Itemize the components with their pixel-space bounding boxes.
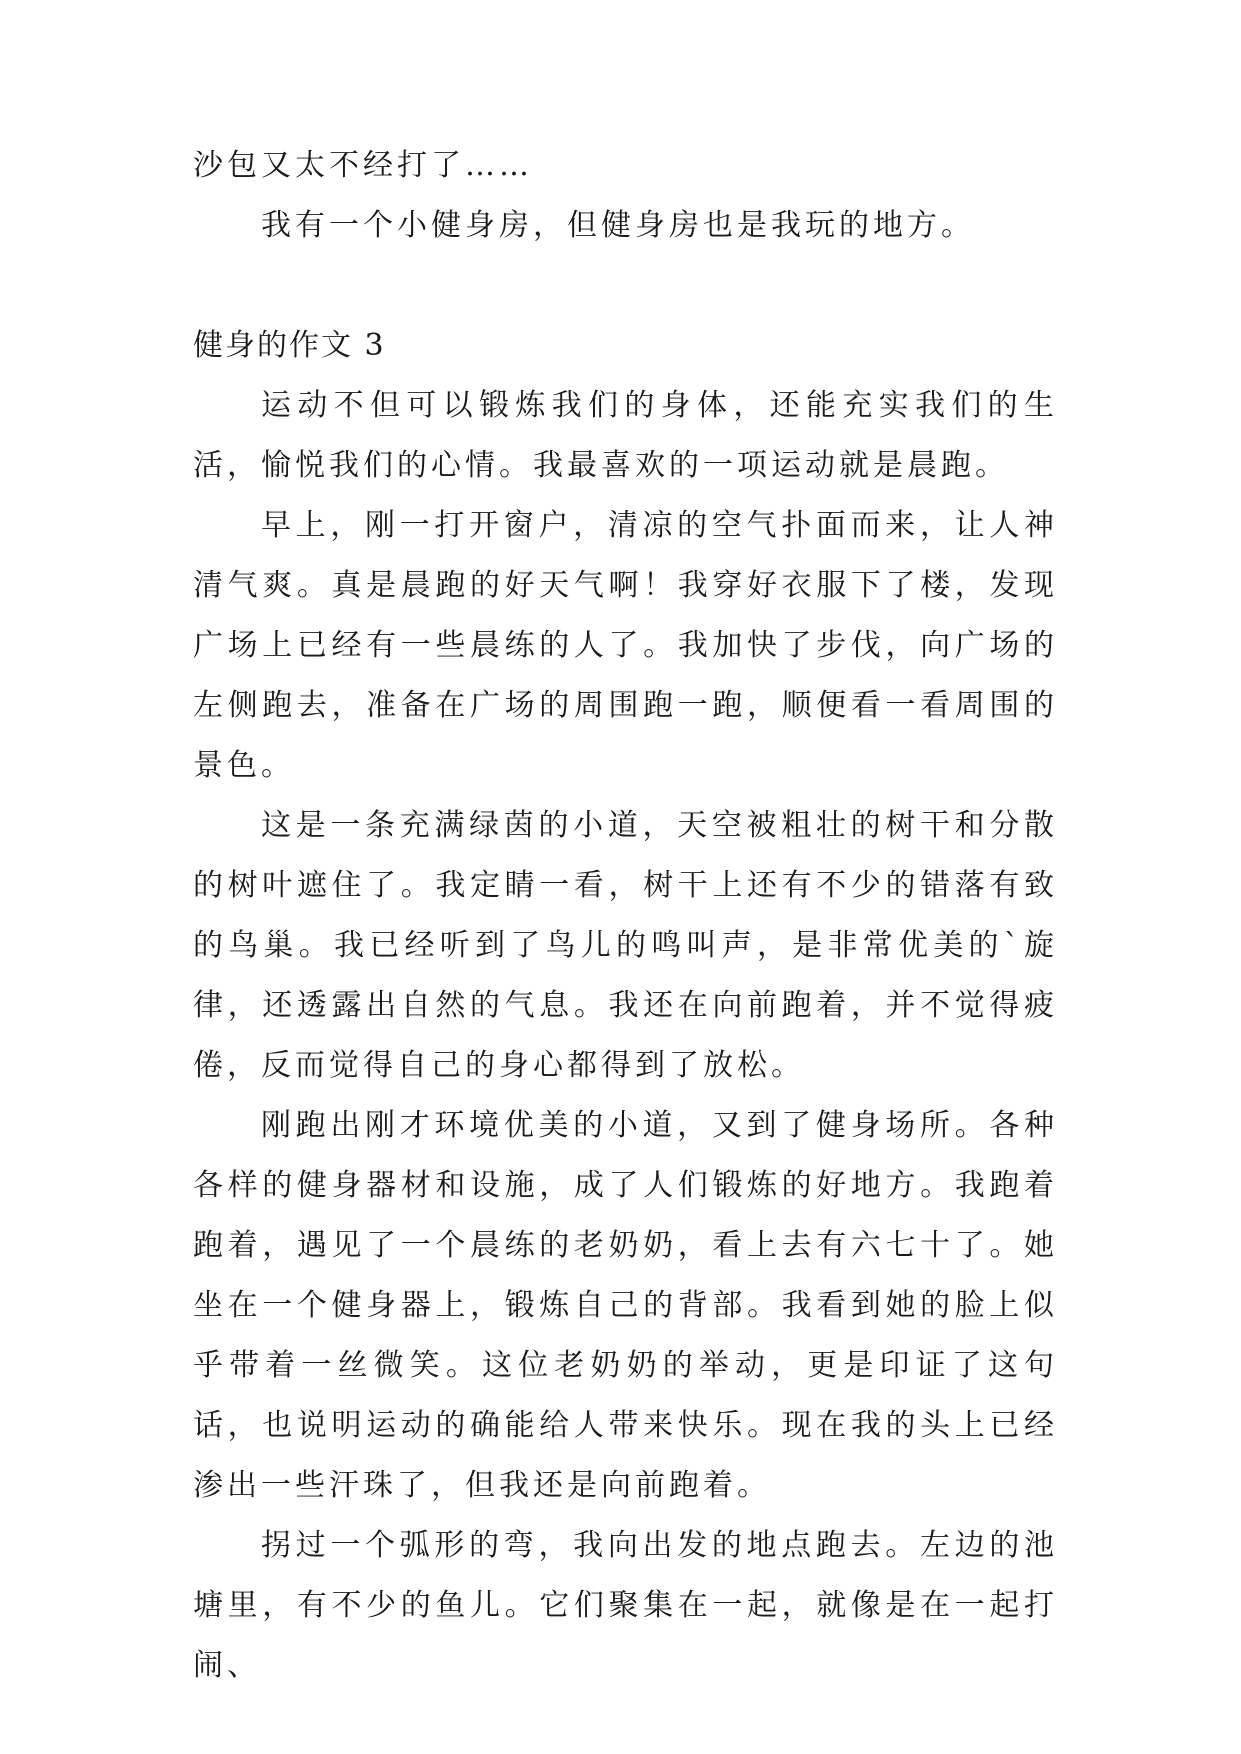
lead-fragment: 沙包又太不经打了…… [193, 148, 533, 183]
section-gap [193, 256, 1058, 316]
paragraph-5: 拐过一个弧形的弯，我向出发的地点跑去。左边的池塘里，有不少的鱼儿。它们聚集在一起，就像是在一起打闹、 [193, 1528, 1058, 1683]
paragraph-3: 这是一条充满绿茵的小道，天空被粗壮的树干和分散的树叶遮住了。我定睛一看，树干上还有不少的错落有致的鸟巢。我已经听到了鸟儿的鸣叫声，是非常优美的`旋律，还透露出自然的气息。我还在向前跑着，并不觉得疲倦，反而觉得自己的身心都得到了放松。 [193, 808, 1058, 1083]
paragraph-2: 早上，刚一打开窗户，清凉的空气扑面而来，让人神清气爽。真是晨跑的好天气啊！我穿好衣服下了楼，发现广场上已经有一些晨练的人了。我加快了步伐，向广场的左侧跑去，准备在广场的周围跑一跑，顺便看一看周围的景色。 [193, 508, 1058, 783]
document-body [193, 136, 1058, 1696]
paragraph-1: 运动不但可以锻炼我们的身体，还能充实我们的生活，愉悦我们的心情。我最喜欢的一项运动就是晨跑。 [193, 388, 1058, 483]
paragraph-4: 刚跑出刚才环境优美的小道，又到了健身场所。各种各样的健身器材和设施，成了人们锻炼的好地方。我跑着跑着，遇见了一个晨练的老奶奶，看上去有六七十了。她坐在一个健身器上，锻炼自己的背部。我看到她的脸上似乎带着一丝微笑。这位老奶奶的举动，更是印证了这句话，也说明运动的确能给人带来快乐。现在我的头上已经渗出一些汗珠了，但我还是向前跑着。 [193, 1108, 1058, 1503]
section-title: 健身的作文 3 [193, 328, 386, 363]
lead-paragraph: 我有一个小健身房，但健身房也是我玩的地方。 [261, 208, 975, 243]
